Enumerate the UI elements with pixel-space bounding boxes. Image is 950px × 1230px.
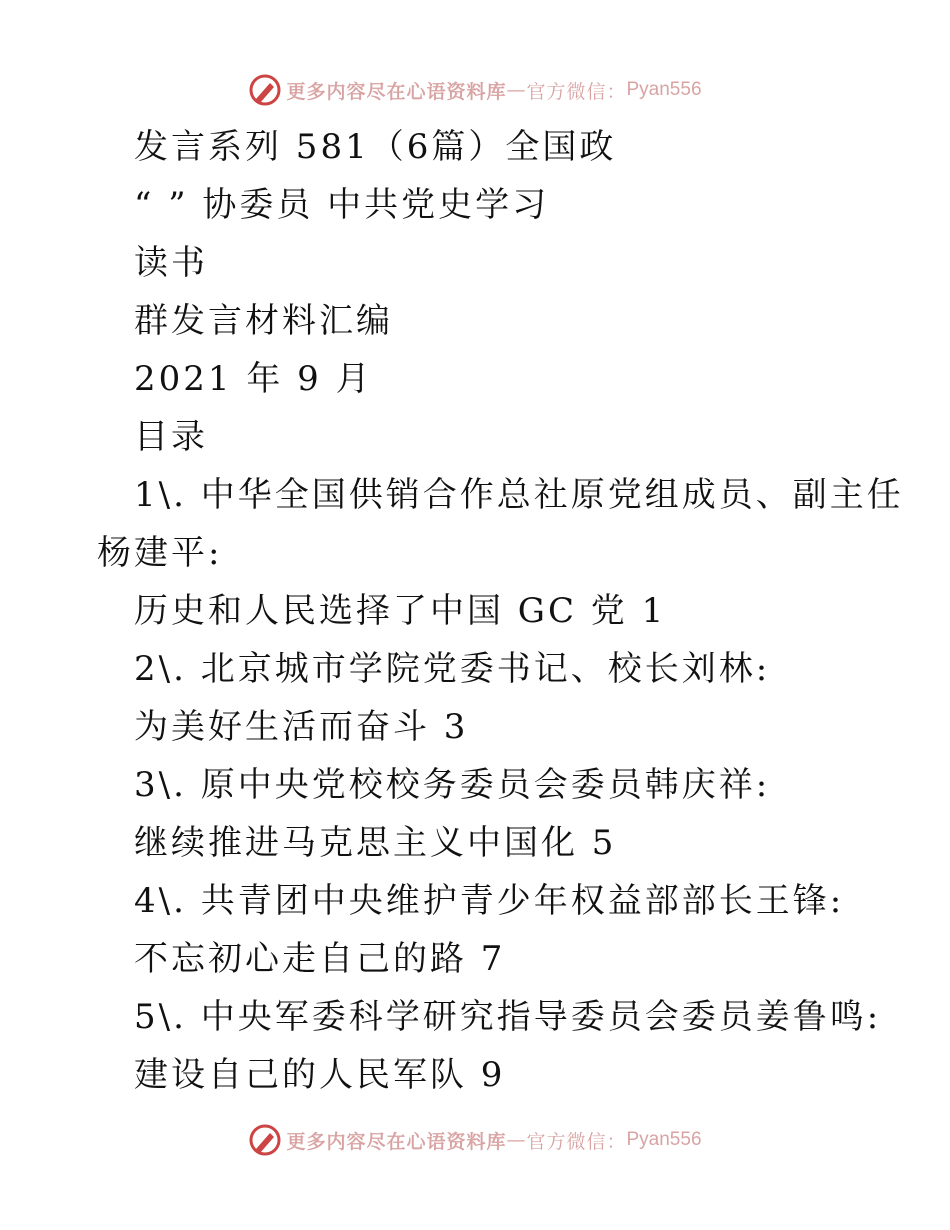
toc-item-1-cont: 杨建平: (97, 533, 223, 573)
watermark-separator: — (506, 1129, 527, 1151)
title-line-3: 读书 (134, 243, 208, 283)
toc-item-5: 5\. 中央军委科学研究指导委员会委员姜鲁鸣: (134, 997, 882, 1037)
watermark-header (0, 70, 950, 110)
document-body (0, 118, 950, 1104)
watermark-main-text: 更多内容尽在心语资料库 (286, 1130, 507, 1153)
toc-item-1-title: 历史和人民选择了中国 GC 党 1 (134, 591, 667, 631)
title-line-1: 发言系列 581（6篇）全国政 (134, 127, 617, 167)
toc-item-3: 3\. 原中央党校校务委员会委员韩庆祥: (134, 765, 771, 805)
toc-heading: 目录 (134, 417, 208, 457)
pen-logo-icon (248, 1123, 282, 1157)
watermark-footer (0, 1120, 950, 1160)
watermark-separator: — (506, 79, 527, 101)
toc-item-3-title: 继续推进马克思主义中国化 5 (134, 823, 617, 863)
watermark-id: Pyan556 (626, 79, 702, 100)
watermark-main-text: 更多内容尽在心语资料库 (286, 80, 507, 103)
title-line-4: 群发言材料汇编 (134, 301, 393, 341)
date-line: 2021 年 9 月 (134, 359, 373, 399)
toc-item-4-title: 不忘初心走自己的路 7 (134, 939, 506, 979)
toc-item-2-title: 为美好生活而奋斗 3 (134, 707, 469, 747)
pen-logo-icon (248, 73, 282, 107)
watermark-sub-text: 官方微信： (526, 80, 627, 103)
title-line-2: “ ” 协委员 中共党史学习 (134, 185, 550, 225)
watermark-id: Pyan556 (626, 1129, 702, 1150)
watermark-sub-text: 官方微信： (526, 1130, 627, 1153)
toc-item-2: 2\. 北京城市学院党委书记、校长刘林: (134, 649, 771, 689)
toc-item-1: 1\. 中华全国供销合作总社原党组成员、副主任 (134, 475, 904, 515)
toc-item-5-title: 建设自己的人民军队 9 (134, 1055, 506, 1095)
toc-item-4: 4\. 共青团中央维护青少年权益部部长王锋: (134, 881, 845, 921)
